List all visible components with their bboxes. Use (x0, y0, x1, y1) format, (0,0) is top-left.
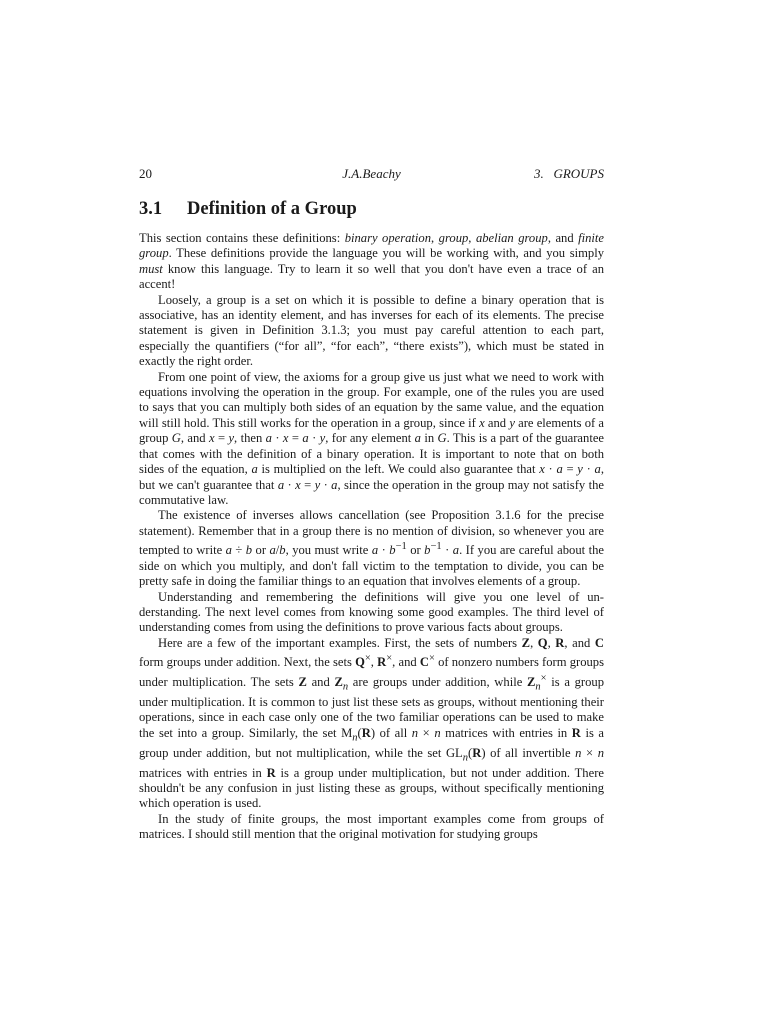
section-number: 3.1 (139, 199, 163, 219)
running-chapter: 3. GROUPS (533, 166, 604, 181)
section-title: Definition of a Group (187, 199, 357, 219)
paragraph: In the study of finite groups, the most important examples come from groups of matrices. I should still mention that the original motivation for studying groups (139, 811, 604, 842)
paragraph: This section contains these definitions: binary operation, group, abelian group, and finite group. These definitions provide the language you will be working with, and you simply must know this language. Try to learn it so well that you don't have even a trace of an accent! (139, 231, 605, 292)
paragraph: The existence of inverses allows cancellation (see Proposition 3.1.6 for the precise statement). Remember that in a group there is no mention of division, so whenever you are tempted to write a ÷ b or a/b, you must write $a \cdot b^{-1}$ or $b^{-1} \cdot a$. If you are careful about the side on which you multiply, and don't fall victim to the temptation to divide, you can be pretty safe in doing the familiar things to an equation that involves elements of a group. (139, 508, 604, 589)
paragraph: From one point of view, the axioms for a group give us just what we need to work with equations involving the operation in the group. For example, one of the rules you are used to says that you can multiply both sides of an equation by the same value, and the equation will still hold. This still works for the operation in a group, since if x and y are elements of a group G, and x = y, then a · x = a · y, for any element a in G. This is a part of the guarantee that comes with the definition of a binary operation. It is important to note that on both sides of the equation, a is multiplied on the left. We could also guarantee that x · a = y · a, but we can't guarantee that a · x = y · a, since the operation in the group may not satisfy the commutative law. (139, 369, 605, 507)
section-heading (139, 198, 357, 220)
running-author: J.A.Beachy (342, 166, 401, 181)
paragraph: Loosely, a group is a set on which it is possible to define a binary operation that is associative, has an identity element, and has inverses for each of its elements. The precise statement is given in Definition 3.1.3; you must pay careful attention to each part, especially the quantifiers (“for all”, “for each”, “there exists”), which must be stated in exactly the right order. (139, 292, 604, 369)
paragraph: Understanding and remembering the definitions will give you one level of un-derstanding. The next level comes from knowing some good examples. The third level of understanding comes from using the definitions to prove various facts about groups. (139, 589, 604, 635)
page-number: 20 (139, 166, 152, 181)
body-text (139, 231, 604, 843)
paragraph: Here are a few of the important examples. First, the sets of numbers Z, Q, R, and C form groups under addition. Next, the sets Q×, R×, and C× of nonzero numbers form groups under multiplication. The sets Z and $Z_n$ are groups under addition, while $Z_n^\times$ is a group under multiplication. It is common to just list these sets as groups, without mentioning their operations, since in each case only one of the two familiar operations can be used to make the set into a group. Similarly, the set $M_n(R)$ of all n × n matrices with entries in R is a group under addition, but not multiplication, while the set $GL_n(R)$ of all invertible n × n matrices with entries in R is a group under multiplication, but not under addition. There shouldn't be any confusion in just listing these as groups, without specifically mentioning which operation is used. (139, 635, 605, 811)
